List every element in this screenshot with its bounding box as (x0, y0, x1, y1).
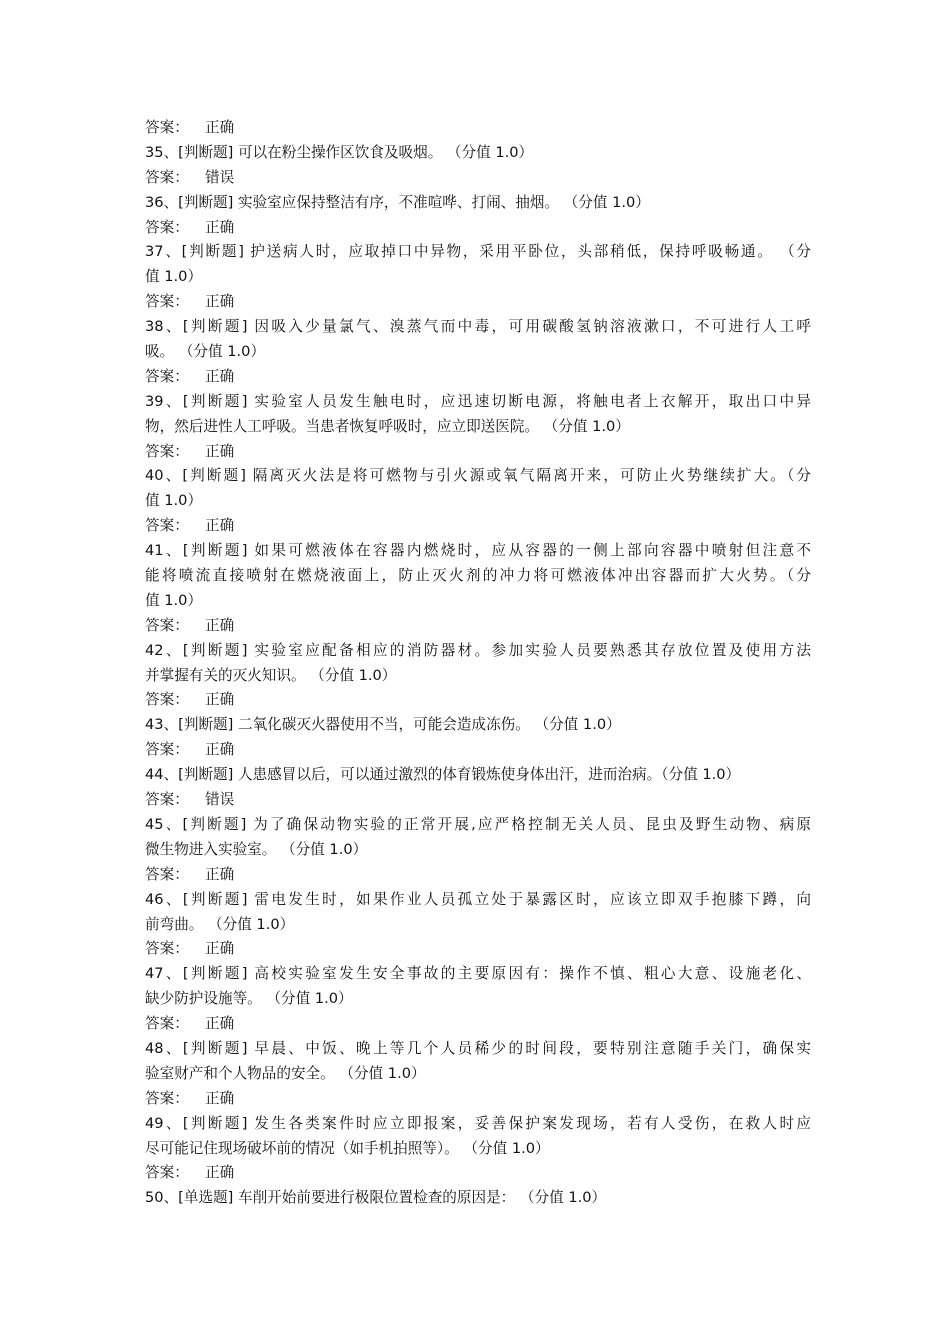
question-line: 47、[判断题] 高校实验室发生安全事故的主要原因有：操作不慎、粗心大意、设施老化、 (145, 965, 811, 983)
question-line: 41、[判断题] 如果可燃液体在容器内燃烧时，应从容器的一侧上部向容器中喷射但注意不 (145, 542, 811, 560)
answer-value: 正确 (205, 691, 235, 709)
question-line: 值 1.0） (145, 268, 203, 286)
answer-value: 错误 (205, 168, 235, 186)
answer-label: 答案： (145, 517, 189, 535)
question-line: 50、[单选题] 车削开始前要进行极限位置检查的原因是： （分值 1.0） (145, 1189, 607, 1207)
answer-label: 答案： (145, 293, 189, 311)
answer-label: 答案： (145, 791, 189, 809)
answer-label: 答案： (145, 367, 189, 385)
question-line: 43、[判断题] 二氧化碳灭火器使用不当，可能会造成冻伤。 （分值 1.0） (145, 716, 621, 734)
question-line: 能将喷流直接喷射在燃烧液面上，防止灭火剂的冲力将可燃液体冲出容器而扩大火势。（分 (145, 567, 811, 585)
answer-label: 答案： (145, 168, 189, 186)
answer-line (145, 440, 811, 465)
question-line: 36、[判断题] 实验室应保持整洁有序，不准喧哗、打闹、抽烟。 （分值 1.0） (145, 193, 650, 211)
answer-value: 正确 (205, 741, 235, 759)
answer-label: 答案： (145, 218, 189, 236)
answer-value: 正确 (205, 1015, 235, 1033)
answer-value: 正确 (205, 517, 235, 535)
answer-line (145, 614, 811, 639)
answer-value: 正确 (205, 1164, 235, 1182)
answer-label: 答案： (145, 616, 189, 634)
question-line: 尽可能记住现场破坏前的情况（如手机拍照等）。 （分值 1.0） (145, 1139, 550, 1157)
answer-line (145, 1012, 811, 1037)
answer-line (145, 166, 811, 191)
question-line: 并掌握有关的灭火知识。 （分值 1.0） (145, 666, 397, 684)
answer-line (145, 365, 811, 390)
question-line: 验室财产和个人物品的安全。 （分值 1.0） (145, 1064, 426, 1082)
question-line: 物，然后进性人工呼吸。当患者恢复呼吸时，应立即送医院。 （分值 1.0） (145, 417, 630, 435)
answer-line (145, 514, 811, 539)
answer-line (145, 1087, 811, 1112)
question-line: 40、[判断题] 隔离灭火法是将可燃物与引火源或氧气隔离开来，可防止火势继续扩大。（分 (145, 467, 811, 485)
answer-line (145, 738, 811, 763)
answer-value: 错误 (205, 791, 235, 809)
answer-value: 正确 (205, 119, 235, 136)
answer-label: 答案： (145, 865, 189, 883)
answer-value: 正确 (205, 367, 235, 385)
answer-line (145, 863, 811, 888)
question-line: 45、[判断题] 为了确保动物实验的正常开展,应严格控制无关人员、昆虫及野生动物、病原 (145, 815, 811, 833)
question-line: 42、[判断题] 实验室应配备相应的消防器材。参加实验人员要熟悉其存放位置及使用方法 (145, 641, 811, 659)
answer-line (145, 688, 811, 713)
answer-label: 答案： (145, 442, 189, 460)
answer-label: 答案： (145, 691, 189, 709)
answer-value: 正确 (205, 218, 235, 236)
answer-value: 正确 (205, 442, 235, 460)
question-line: 缺少防护设施等。 （分值 1.0） (145, 990, 353, 1008)
answer-value: 正确 (205, 293, 235, 311)
answer-label: 答案： (145, 940, 189, 958)
question-line: 39、[判断题] 实验室人员发生触电时，应迅速切断电源，将触电者上衣解开，取出口中异 (145, 392, 811, 410)
answer-value: 正确 (205, 865, 235, 883)
question-line: 48、[判断题] 早晨、中饭、晚上等几个人员稀少的时间段，要特别注意随手关门，确保实 (145, 1039, 811, 1057)
question-line: 值 1.0） (145, 591, 203, 609)
answer-value: 正确 (205, 940, 235, 958)
answer-label: 答案： (145, 1089, 189, 1107)
question-line: 前弯曲。 （分值 1.0） (145, 915, 295, 933)
answer-line (145, 216, 811, 241)
answer-label: 答案： (145, 119, 189, 136)
question-line: 35、[判断题] 可以在粉尘操作区饮食及吸烟。 （分值 1.0） (145, 143, 534, 161)
answer-line (145, 937, 811, 962)
answer-line (145, 116, 811, 141)
question-line: 49、[判断题] 发生各类案件时应立即报案，妥善保护案发现场，若有人受伤，在救人时应 (145, 1114, 811, 1132)
question-line: 46、[判断题] 雷电发生时，如果作业人员孤立处于暴露区时，应该立即双手抱膝下蹲，向 (145, 890, 811, 908)
document-page (145, 116, 811, 1211)
answer-label: 答案： (145, 1015, 189, 1033)
answer-label: 答案： (145, 1164, 189, 1182)
question-line: 44、[判断题] 人患感冒以后，可以通过激烈的体育锻炼使身体出汗，进而治病。（分值 1.0） (145, 766, 741, 784)
answer-value: 正确 (205, 616, 235, 634)
answer-line (145, 1161, 811, 1186)
question-line: 37、[判断题] 护送病人时，应取掉口中异物，采用平卧位，头部稍低，保持呼吸畅通。 （分 (145, 243, 811, 261)
answer-line (145, 788, 811, 813)
answer-line (145, 290, 811, 315)
answer-label: 答案： (145, 741, 189, 759)
question-line: 微生物进入实验室。 （分值 1.0） (145, 840, 368, 858)
question-line: 38、[判断题] 因吸入少量氯气、溴蒸气而中毒，可用碳酸氢钠溶液漱口，不可进行人工呼 (145, 318, 811, 336)
question-line: 吸。 （分值 1.0） (145, 343, 266, 361)
answer-value: 正确 (205, 1089, 235, 1107)
question-line: 值 1.0） (145, 492, 203, 510)
